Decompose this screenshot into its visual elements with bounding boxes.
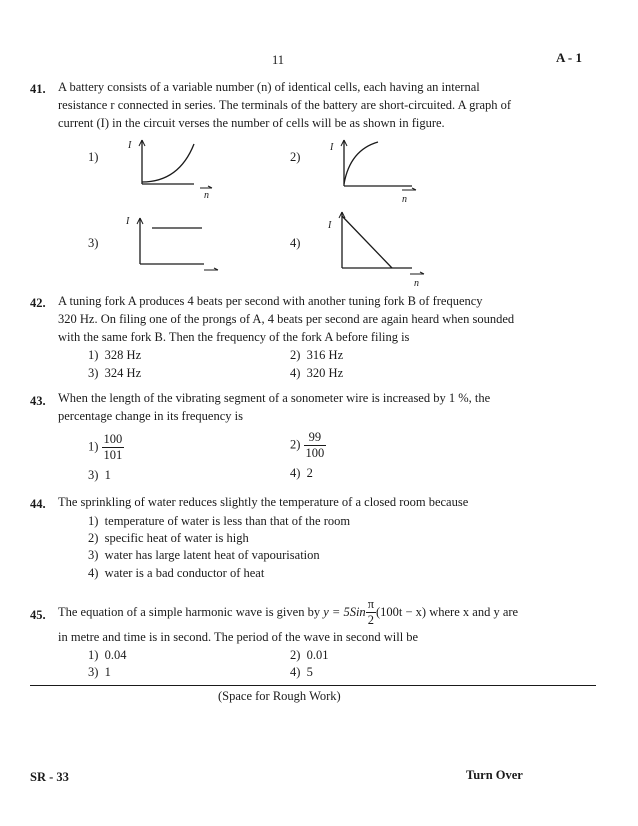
question-text-line: When the length of the vibrating segment of a sonometer wire is increased by 1 %, the	[58, 391, 491, 405]
graph-option-4	[326, 210, 436, 294]
fraction: $\frac{99}{100}$	[305, 430, 325, 460]
page-number: 11	[272, 53, 285, 67]
turn-over-label: Turn Over	[466, 768, 523, 782]
rough-work-label: (Space for Rough Work)	[218, 689, 341, 703]
axis-label-y: I	[328, 220, 332, 231]
question-number: 44.	[30, 497, 46, 511]
question-number: 45.	[30, 608, 46, 622]
option-number: 1)	[88, 150, 99, 164]
fraction: $\frac{100}{101}$	[103, 432, 123, 462]
option-number: 2)	[290, 150, 301, 164]
question-number: 41.	[30, 82, 46, 96]
graph-option-2	[326, 136, 426, 205]
question-text-line: resistance r connected in series. The terminals of the battery are short-circuited. A graph of	[58, 98, 512, 112]
graph-option-1	[124, 136, 224, 202]
option-4: 4) 5	[290, 665, 313, 679]
question-number: 43.	[30, 394, 46, 408]
divider	[30, 685, 596, 686]
option-1: 1) 0.04	[88, 648, 127, 662]
option-4: 4) 320 Hz	[290, 366, 344, 380]
axis-label-x: n	[204, 190, 209, 201]
option-1: 1) $\frac{100}{101}$	[88, 432, 123, 462]
option-2: 2) 0.01	[290, 648, 329, 662]
question-text-line: current (I) in the circuit verses the number of cells will be as shown in figure.	[58, 116, 445, 130]
axis-label-y: I	[126, 216, 130, 227]
axis-label-x: n	[414, 278, 419, 289]
option-3: 3) water has large latent heat of vapourisation	[88, 548, 320, 562]
graph-option-3	[124, 212, 234, 288]
equation-lhs: y = 5Sin	[323, 605, 366, 619]
option-number: 4)	[290, 236, 301, 250]
axis-label-y: I	[330, 142, 334, 153]
question-text-line: The sprinkling of water reduces slightly the temperature of a closed room because	[58, 495, 469, 509]
option-3: 3) 1	[88, 665, 111, 679]
question-text-line: in metre and time is in second. The period of the wave in second will be	[58, 630, 419, 644]
option-2: 2) $\frac{99}{100}$	[290, 430, 325, 460]
question-text-line: The equation of a simple harmonic wave is given by y = 5Sin $\frac{\pi}{2}$ (100t − x) where x and y are	[58, 597, 519, 627]
equation-rhs: (100t − x)	[376, 605, 427, 619]
question-text-line: percentage change in its frequency is	[58, 409, 243, 423]
option-1: 1) temperature of water is less than that of the room	[88, 514, 351, 528]
paper-code: A - 1	[556, 50, 582, 65]
option-2: 2) 316 Hz	[290, 348, 344, 362]
question-text-line: A tuning fork A produces 4 beats per second with another tuning fork B of frequency	[58, 294, 483, 308]
axis-label-y: I	[128, 140, 132, 151]
axis-label-x: n	[402, 194, 407, 205]
option-1: 1) 328 Hz	[88, 348, 142, 362]
question-text-line: 320 Hz. On filing one of the prongs of A, 4 beats per second are again heard when sounded	[58, 312, 515, 326]
option-4: 4) water is a bad conductor of heat	[88, 566, 265, 580]
option-3: 3) 324 Hz	[88, 366, 142, 380]
option-number: 3)	[88, 236, 99, 250]
footer-code: SR - 33	[30, 770, 69, 784]
option-2: 2) specific heat of water is high	[88, 531, 249, 545]
question-text-line: with the same fork B. Then the frequency of the fork A before filing is	[58, 330, 410, 344]
option-3: 3) 1	[88, 468, 111, 482]
question-number: 42.	[30, 296, 46, 310]
option-4: 4) 2	[290, 466, 313, 480]
question-text-line: A battery consists of a variable number (n) of identical cells, each having an internal	[58, 80, 480, 94]
equation-fraction: $\frac{\pi}{2}$	[367, 597, 374, 627]
